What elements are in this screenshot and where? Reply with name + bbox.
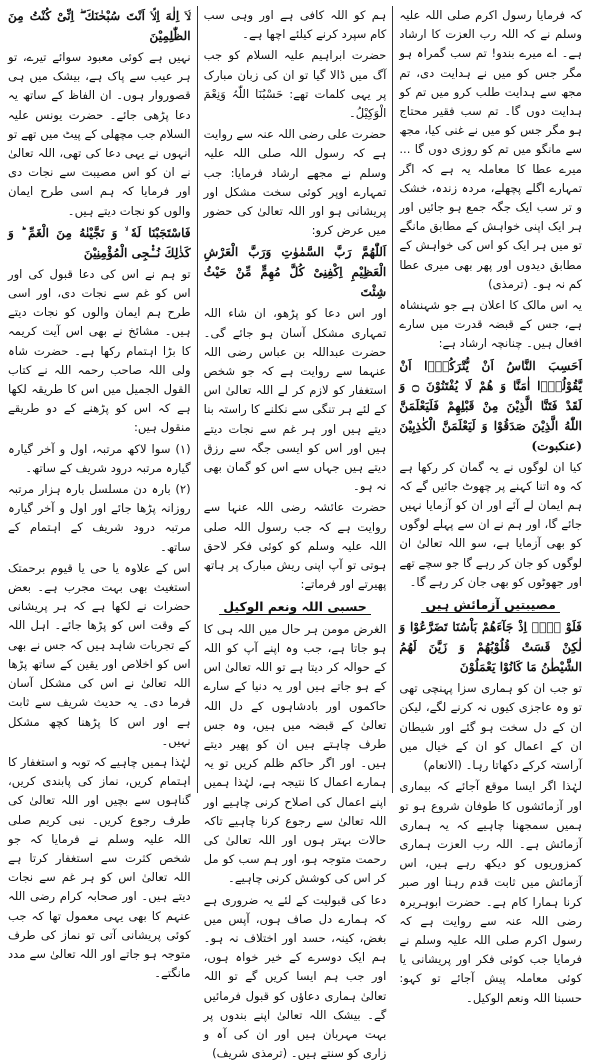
section-heading-text: مصیبتیں آزمائش ہیں <box>421 597 559 613</box>
body-paragraph: ہم کو اللہ کافی ہے اور وہی سب کام سپرد کرنے کیلئے اچھا ہے۔ <box>203 8 387 42</box>
column-divider <box>392 6 393 793</box>
section-heading <box>204 597 387 616</box>
column-divider <box>197 6 198 793</box>
body-paragraph: لہٰذا اگر ایسا موقع آجائے کہ بیماری اور آزمائشوں کا طوفان شروع ہو تو ہمیں سمجھنا چاہیے کہ یہ ہماری آزمائش ہے۔ اللہ رب العزت ہماری کمزوریوں کو دیکھ رہے ہیں، اس آزمائش میں ثابت قدم رہنا اور صبر کرنا ہمارا کام ہے۔ حضرت ابوہریرہ رضی اللہ عنہ سے روایت ہے کہ رسول اکرم صلی اللہ علیہ وسلم نے فرمایا جب کوئی فکر اور پریشانی یا کوئی معاملہ پیش آجائے تو کہو: حسبنا اللہ ونعم الوکیل۔ <box>399 779 582 1005</box>
section-heading-text: حسبی اللہ ونعم الوکیل <box>219 599 371 615</box>
body-paragraph: دعا کی قبولیت کے لئے یہ ضروری ہے کہ ہمارے دل صاف ہوں، آپس میں بغض، کینہ، حسد اور اختلاف نہ ہو۔ ہم ایک دوسرے کے خیر خواہ ہوں، اور جب ہم ایسا کریں گے تو اللہ تعالیٰ ہماری دعاؤں کو قبول فرمائیں گے۔ بیشک اللہ تعالیٰ اپنے بندوں پر بہت مہربان ہیں اور ان کی آہ و زاری کو سنتے ہیں۔ (ترمذی شریف) <box>203 892 387 1061</box>
column-right <box>399 6 582 1005</box>
body-paragraph: لہٰذا ہمیں چاہیے کہ توبہ و استغفار کا اہتمام کریں، نماز کی پابندی کریں، گناہوں سے بچیں اور اللہ تعالیٰ کی طرف رجوع کریں۔ نبی کریم صلی اللہ علیہ وسلم نے فرمایا کہ جو شخص کثرت سے استغفار کرتا ہے اللہ تعالیٰ اس کو ہر غم سے نجات دیتے ہیں۔ اور صحابہ کرام رضی اللہ عنہم کا بھی یہی معمول تھا کہ جب کوئی پریشانی آتی تو نماز کی طرف متوجہ ہو جاتے اور اللہ تعالیٰ سے مدد مانگتے۔ <box>7 754 191 981</box>
body-paragraph: الغرض مومن ہر حال میں اللہ ہی کا ہو جاتا ہے، جب وہ اپنے آپ کو اللہ کے حوالہ کر دیتا ہے تو اللہ تعالیٰ اس کے ہو جاتے ہیں اور یہ دنیا کے سارے حاکموں اور بادشاہوں کے دل اللہ تعالیٰ کے قبضہ میں ہیں، وہ جس طرف چاہتے ہیں ان کو پھیر دیتے ہیں۔ اور اگر حاکم ظلم کریں تو یہ ہمارے اعمال کا نتیجہ ہے، لہٰذا ہمیں اپنے اعمال کی اصلاح کرنی چاہیے اور اللہ تعالیٰ سے رجوع کرنا چاہیے تاکہ حالات بہتر ہوں اور اللہ تعالیٰ کی رحمت متوجہ ہو، اور ہم سب کو مل کر اس کی کوشش کرنی چاہیے۔ <box>203 621 387 886</box>
quranic-verse: فَاسْتَجَبْنَا لَهٗ ۙ وَ نَجَّیْنٰهُ مِنَ الْغَمِّ ؕ وَ كَذٰلِكَ نُـْۨجِی الْمُؤْمِنِیْنَ <box>7 225 191 260</box>
body-paragraph: (۱) سوا لاکھ مرتبہ، اول و آخر گیارہ گیارہ مرتبہ درود شریف کے ساتھ۔ <box>7 441 191 475</box>
column-left <box>7 6 191 981</box>
column-middle <box>203 6 387 1061</box>
quranic-verse: اَللّٰھُمَّ رَبَّ السَّمٰوٰتِ وَرَبَّ الْعَرْشِ الْعَظِیْمِ اِکْفِنِیْ کُلَّ مُھِمٍّ مِّنْ حَیْثُ شِئْتَ <box>203 245 387 300</box>
body-paragraph: یہ اس مالک کا اعلان ہے جو شہنشاہ ہے، جس کے قبضہ قدرت میں سارے افعال ہیں۔ چنانچہ ارشاد ہے: <box>399 298 582 351</box>
body-paragraph: حضرت ابراہیم علیہ السلام کو جب آگ میں ڈالا گیا تو ان کی زبان مبارک پر یہی کلمات تھے: حَسْبُنَا اللّٰہُ وَنِعْمَ الْوَکِیْلُ۔ <box>203 48 387 121</box>
body-paragraph: حضرت علی رضی اللہ عنہ سے روایت ہے کہ رسول اللہ صلی اللہ علیہ وسلم نے مجھے ارشاد فرمایا: جب تمہارے اوپر کوئی سخت مشکل اور پریشانی ہو اور اللہ تعالیٰ کی حضور میں عرض کرو: <box>203 127 387 238</box>
body-paragraph: (۲) بارہ دن مسلسل بارہ ہزار مرتبہ روزانہ پڑھا جائے اور اول و آخر گیارہ مرتبہ درود شریف کے اہتمام کے ساتھ۔ <box>7 482 191 554</box>
body-paragraph: کہ فرمایا رسول اکرم صلی اللہ علیہ وسلم نے کہ اللہ رب العزت کا ارشاد ہے۔ اے میرے بندو! تم سب گمراہ ہو مگر جس کو میں نے ہدایت دی، تم مجھ سے ہدایت طلب کرو میں تم کو ہدایت دوں گا۔ تم سب فقیر محتاج ہو مگر جس کو میں نے غنی کیا، مجھ سے مانگو میں تم کو روزی دوں گا ... میرے عطا کا معاملہ یہ ہے کہ اگر تمہارے اگلے پچھلے، مردہ زندہ، خشک و تر سب ایک جگہ جمع ہو جائیں اور ہر ایک اپنی خواہش کے مطابق مانگے تو میں ہر ایک کو اس کی خواہش کے مطابق دیدوں اور پھر بھی میری عطا کم نہ ہو۔ (ترمذی) <box>399 8 582 291</box>
body-paragraph: کیا ان لوگوں نے یہ گمان کر رکھا ہے کہ وہ اتنا کہنے پر چھوٹ جائیں گے کہ ہم ایمان لے آئے اور ان کو آزمایا نہیں جائے گا، اور ہم نے ان سے پہلے لوگوں کو بھی آزمایا ہے، سو اللہ تعالیٰ ان لوگوں کو جان کر رہے گا جو سچے تھے اور جھوٹوں کو بھی جان کر رہے گا۔ <box>399 459 582 589</box>
quranic-verse: فَلَوْ لَاۤ اِذْ جَآءَهُمْ بَاْسُنَا تَضَرَّعُوْا وَ لٰكِنْ قَسَتْ قُلُوْبُهُمْ وَ زَیَّنَ لَهُمُ الشَّیْطٰنُ مَا كَانُوْا یَعْمَلُوْنَ <box>399 620 582 675</box>
body-paragraph: حضرت عائشہ رضی اللہ عنہا سے روایت ہے کہ جب رسول اللہ صلی اللہ علیہ وسلم کو کوئی فکر لاحق ہوتی تو آپ اپنی ریش مبارک پر ہاتھ پھیرتے اور فرماتے: <box>203 500 387 592</box>
body-paragraph: تو جب ان کو ہماری سزا پہنچی تھی تو وہ عاجزی کیوں نہ کرنے لگے، لیکن ان کے دل سخت ہو گئے اور شیطان ان کے اعمال کو ان کے خیال میں آراستہ کرکے دکھاتا رہا۔ (الانعام) <box>399 681 582 773</box>
quranic-verse: لَاۤ اِلٰهَ اِلَّاۤ اَنْتَ سُبْحٰنَكَ ۖ اِنِّیْ كُنْتُ مِنَ الظّٰلِمِیْنَ <box>7 9 191 43</box>
body-paragraph: اس کے علاوہ یا حی یا قیوم برحمتک استغیث بھی بہت مجرب ہے۔ بعض حضرات نے لکھا ہے کہ ہر پریشانی کے وقت اس کو پڑھا جائے۔ اہل اللہ کے تجربات شاہد ہیں کہ جس نے بھی اس کو اخلاص اور یقین کے ساتھ پڑھا اللہ تعالیٰ نے اس کی مشکل آسان فرما دی۔ یہ حدیث شریف سے ثابت ہے اور اس کا پڑھنا کچھ مشکل نہیں۔ <box>7 560 191 748</box>
section-heading <box>399 595 582 614</box>
body-paragraph: نہیں ہے کوئی معبود سوائے تیرے، تو ہر عیب سے پاک ہے، بیشک میں ہی قصوروار ہوں۔ ان الفاظ کے ساتھ یہ دعا پڑھی جائے۔ حضرت یونس علیہ السلام جب مچھلی کے پیٹ میں تھے تو انہوں نے یہی دعا کی تھی، اللہ تعالیٰ نے ان کو اس مصیبت سے نجات دی اور فرمایا کہ ہم اسی طرح ایمان والوں کو نجات دیتے ہیں۔ <box>7 50 191 218</box>
body-paragraph: اور اس دعا کو پڑھو، ان شاء اللہ تمہاری مشکل آسان ہو جائے گی۔ حضرت عبداللہ بن عباس رضی اللہ عنہما سے روایت ہے کہ جو شخص استغفار کو لازم کر لے اللہ تعالیٰ اس کے لئے ہر تنگی سے نکلنے کا راستہ بنا دیتے ہیں اور ہر غم سے نجات دیتے ہیں اور اس کو ایسی جگہ سے رزق دیتے ہیں جہاں سے اس کو گمان بھی نہ ہو۔ <box>203 306 387 494</box>
body-paragraph: تو ہم نے اس کی دعا قبول کی اور اس کو غم سے نجات دی، اور اسی طرح ہم ایمان والوں کو نجات دیتے ہیں۔ مشائخ نے بھی اس آیت کریمہ کا بڑا اہتمام رکھا ہے۔ حضرت شاہ ولی اللہ صاحب رحمہ اللہ نے کتاب القول الجمیل میں اس کا طریقہ لکھا ہے کہ اس کو پڑھنے کے دو طریقے منقول ہیں: <box>7 266 191 435</box>
quranic-verse: اَحَسِبَ النَّاسُ اَنْ یُّتْرَكُوْۤا اَنْ یَّقُوْلُوْۤا اٰمَنَّا وَ هُمْ لَا یُفْتَنُوْنَ ۝ وَ لَقَدْ فَتَنَّا الَّذِیْنَ مِنْ قَبْلِهِمْ فَلَیَعْلَمَنَّ اللّٰهُ الَّذِیْنَ صَدَقُوْا وَ لَیَعْلَمَنَّ الْكٰذِبِیْنَ (عنکبوت) <box>399 358 582 453</box>
